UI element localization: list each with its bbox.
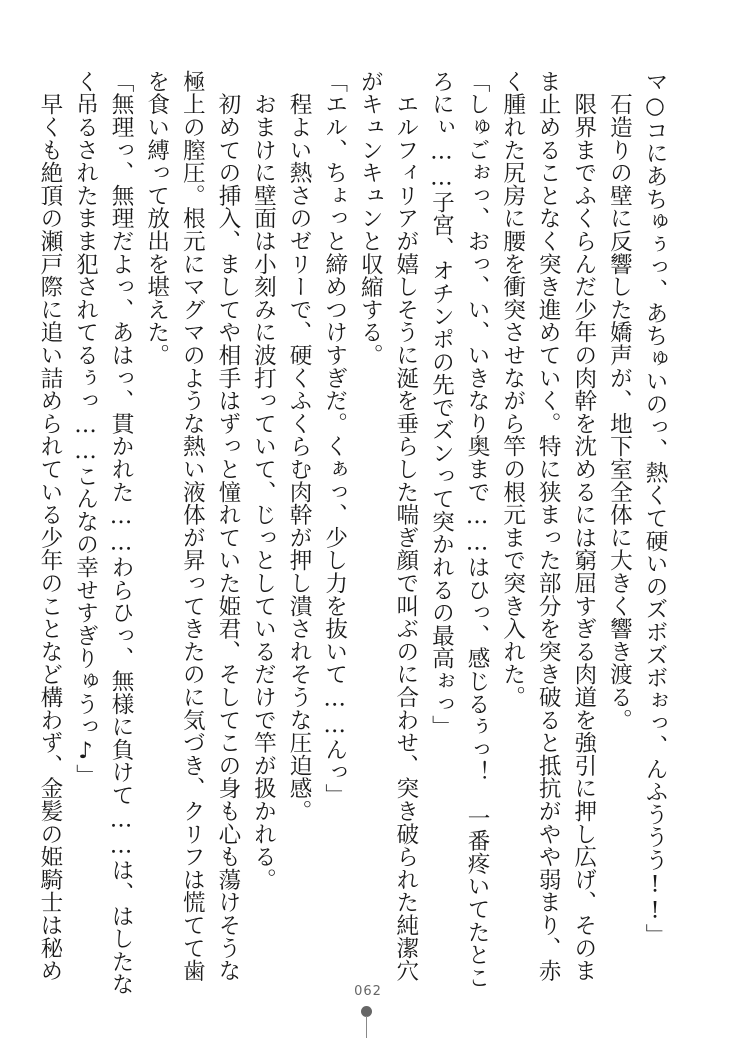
text-line: エルフィリアが嬉しそうに涎を垂らした喘ぎ顔で叫ぶのに合わせ、突き破られた純潔穴 xyxy=(392,70,419,982)
text-line: 初めての挿入、ましてや相手はずっと憧れていた姫君、そしてこの身も心も蕩けそうな xyxy=(214,70,241,982)
page-marker-line xyxy=(366,1016,367,1038)
text-line: 極上の膣圧。根元にマグマのような熱い液体が昇ってきたのに気づき、クリフは慌てて歯 xyxy=(179,70,206,982)
text-line: く吊るされたまま犯されてるぅっ……こんなの幸せすぎりゅうっ♪」 xyxy=(72,70,99,787)
text-line: 「無理っ、無理だよっ、あはっ、貫かれた……わらひっ、無様に負けて……は、はしたな xyxy=(108,70,135,996)
text-line: く腫れた尻房に腰を衝突させながら竿の根元まで突き入れた。 xyxy=(499,70,526,709)
text-line: 石造りの壁に反響した嬌声が、地下室全体に大きく響き渡る。 xyxy=(606,70,633,732)
text-line: おまけに壁面は小刻みに波打っていて、じっとしているだけで竿が扱かれる。 xyxy=(250,70,277,891)
text-line: がキュンキュンと収縮する。 xyxy=(357,70,384,367)
text-line: 「エル、ちょっと締めつけすぎだ。くぁっ、少し力を抜いて……んっ」 xyxy=(321,70,348,807)
text-line: 限界までふくらんだ少年の肉幹を沈めるには窮屈すぎる肉道を強引に押し広げ、そのま xyxy=(570,70,597,982)
text-line: ろにぃ……子宮、オチンポの先でズンって突かれるの最高ぉっ」 xyxy=(428,70,455,738)
text-line: 程よい熱さのゼリーで、硬くふくらむ肉幹が押し潰されそうな圧迫感。 xyxy=(286,70,313,823)
page-number: 062 xyxy=(354,984,382,999)
text-line: 早くも絶頂の瀬戸際に追い詰められている少年のことなど構わず、金髪の姫騎士は秘め xyxy=(36,70,63,982)
text-line: を食い縛って放出を堪えた。 xyxy=(143,70,170,367)
text-line: 「しゅごぉっ、おっ、い、いきなり奥まで……はひっ、感じるぅっ！ 一番疼いてたとこ xyxy=(464,70,491,989)
text-line: ま止めることなく突き進めていく。特に狭まった部分を突き破ると抵抗がやや弱まり、赤 xyxy=(535,70,562,982)
text-line: マ○コにあちゅぅっ、あちゅいのっ、熱くて硬いのズボズボぉっ、んふううう!!」 xyxy=(642,70,668,947)
